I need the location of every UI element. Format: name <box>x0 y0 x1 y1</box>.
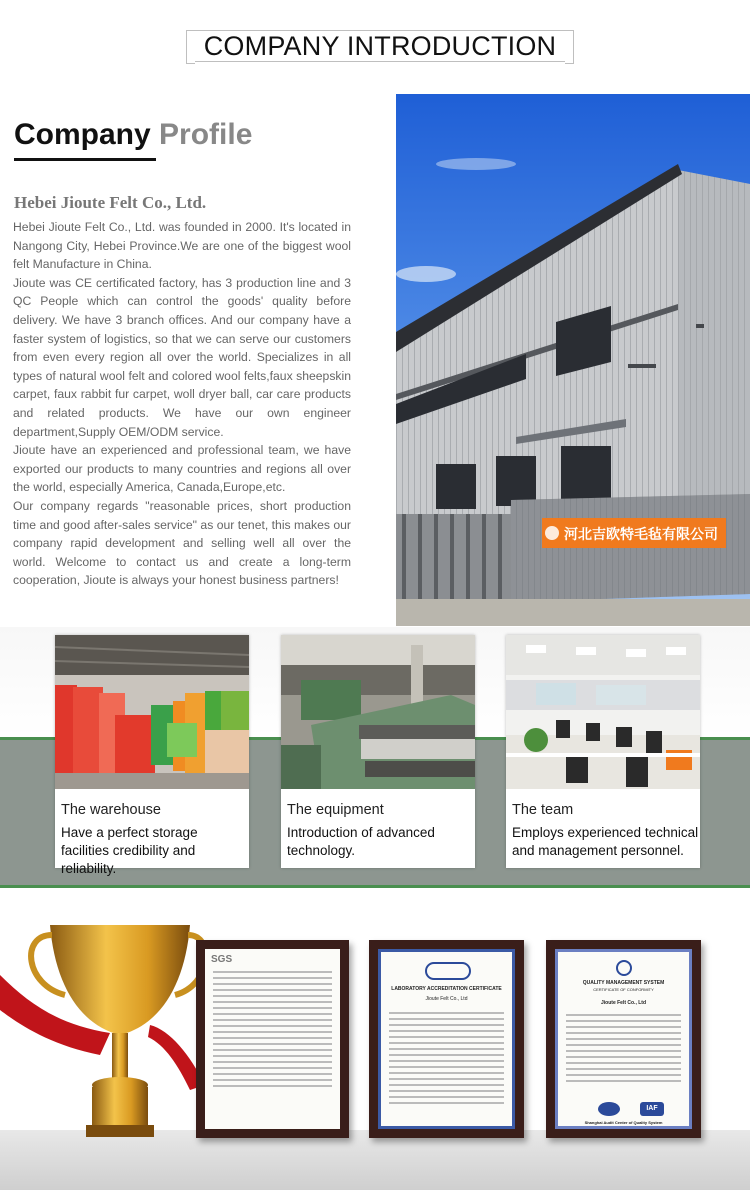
certificate-sgs <box>196 940 349 1138</box>
factory-sign-text: 河北吉欧特毛毡有限公司 <box>564 527 718 543</box>
qms-company: Jioute Felt Co., Ltd <box>601 1000 646 1006</box>
sac-logo-icon <box>598 1102 620 1116</box>
heading-underline <box>14 158 156 161</box>
section-title: COMPANY INTRODUCTION <box>203 31 557 61</box>
section-title-box <box>186 30 574 62</box>
team-photo <box>506 635 700 789</box>
feature-description: Employs experienced technical and management personnel. <box>512 825 699 858</box>
qms-subtitle: CERTIFICATE OF CONFORMITY <box>593 987 654 992</box>
profile-heading <box>14 118 252 152</box>
feature-title: The team <box>512 802 574 818</box>
company-name: Hebei Jioute Felt Co., Ltd. <box>14 193 207 212</box>
feature-card-team <box>506 635 700 868</box>
factory-photo <box>396 94 750 626</box>
warehouse-photo <box>55 635 249 789</box>
lab-cert-title: LABORATORY ACCREDITATION CERTIFICATE <box>391 986 502 992</box>
lab-cert-company: Jioute Felt Co., Ltd <box>425 996 468 1002</box>
profile-paragraph: Our company regards "reasonable prices, short production time and good after-sales service" as our tenet, this makes our company rapid development and selling well all over the world. Welcome to contact us and create a long-term cooperation, Jioute is always your honest business partners! <box>13 498 351 588</box>
profile-paragraph: Jioute have an experienced and professional team, we have exported our products to many countries and regions all over the world, especially America, Canada,Europe,etc. <box>13 443 351 495</box>
profile-description <box>13 218 351 590</box>
feature-description: Have a perfect storage facilities credibility and reliability. <box>61 825 198 876</box>
feature-band-line-bottom <box>0 885 750 888</box>
feature-card-equipment <box>281 635 475 868</box>
feature-title: The warehouse <box>61 802 161 818</box>
profile-heading-part2: Profile <box>159 118 253 151</box>
qms-title: QUALITY MANAGEMENT SYSTEM <box>582 980 665 986</box>
feature-card-warehouse <box>55 635 249 876</box>
certificate-lab <box>369 940 524 1138</box>
qms-seal-icon <box>616 960 632 976</box>
iaf-logo: IAF <box>640 1102 664 1116</box>
qms-footer: Shanghai Audit Center of Quality System <box>584 1120 663 1125</box>
sgs-logo: SGS <box>211 954 233 965</box>
certificate-qms <box>546 940 701 1138</box>
trophy-image <box>0 915 210 1165</box>
feature-description: Introduction of advanced technology. <box>287 825 435 858</box>
profile-paragraph: Hebei Jioute Felt Co., Ltd. was founded in 2000. It's located in Nangong City, Hebei Province.We are one of the biggest wool felt Manufacture in China. <box>13 220 351 272</box>
feature-title: The equipment <box>287 802 384 818</box>
cnas-logo-icon <box>425 962 471 980</box>
equipment-photo <box>281 635 475 789</box>
profile-heading-part1: Company <box>14 118 151 151</box>
profile-paragraph: Jioute was CE certificated factory, has 3 production line and 3 QC People which can control the goods' quality before delivery. We have 3 branch offices. And our company have a faster system of logistics, so that we can serve our customers from even every region all over the world. Specializes in all types of natural wool felt and colored wool felts,faux sheepskin carpet, faux rabbit fur carpet, woll dryer ball, car care products and related products. We have our own engineer department,Supply OEM/ODM service. <box>13 275 351 439</box>
